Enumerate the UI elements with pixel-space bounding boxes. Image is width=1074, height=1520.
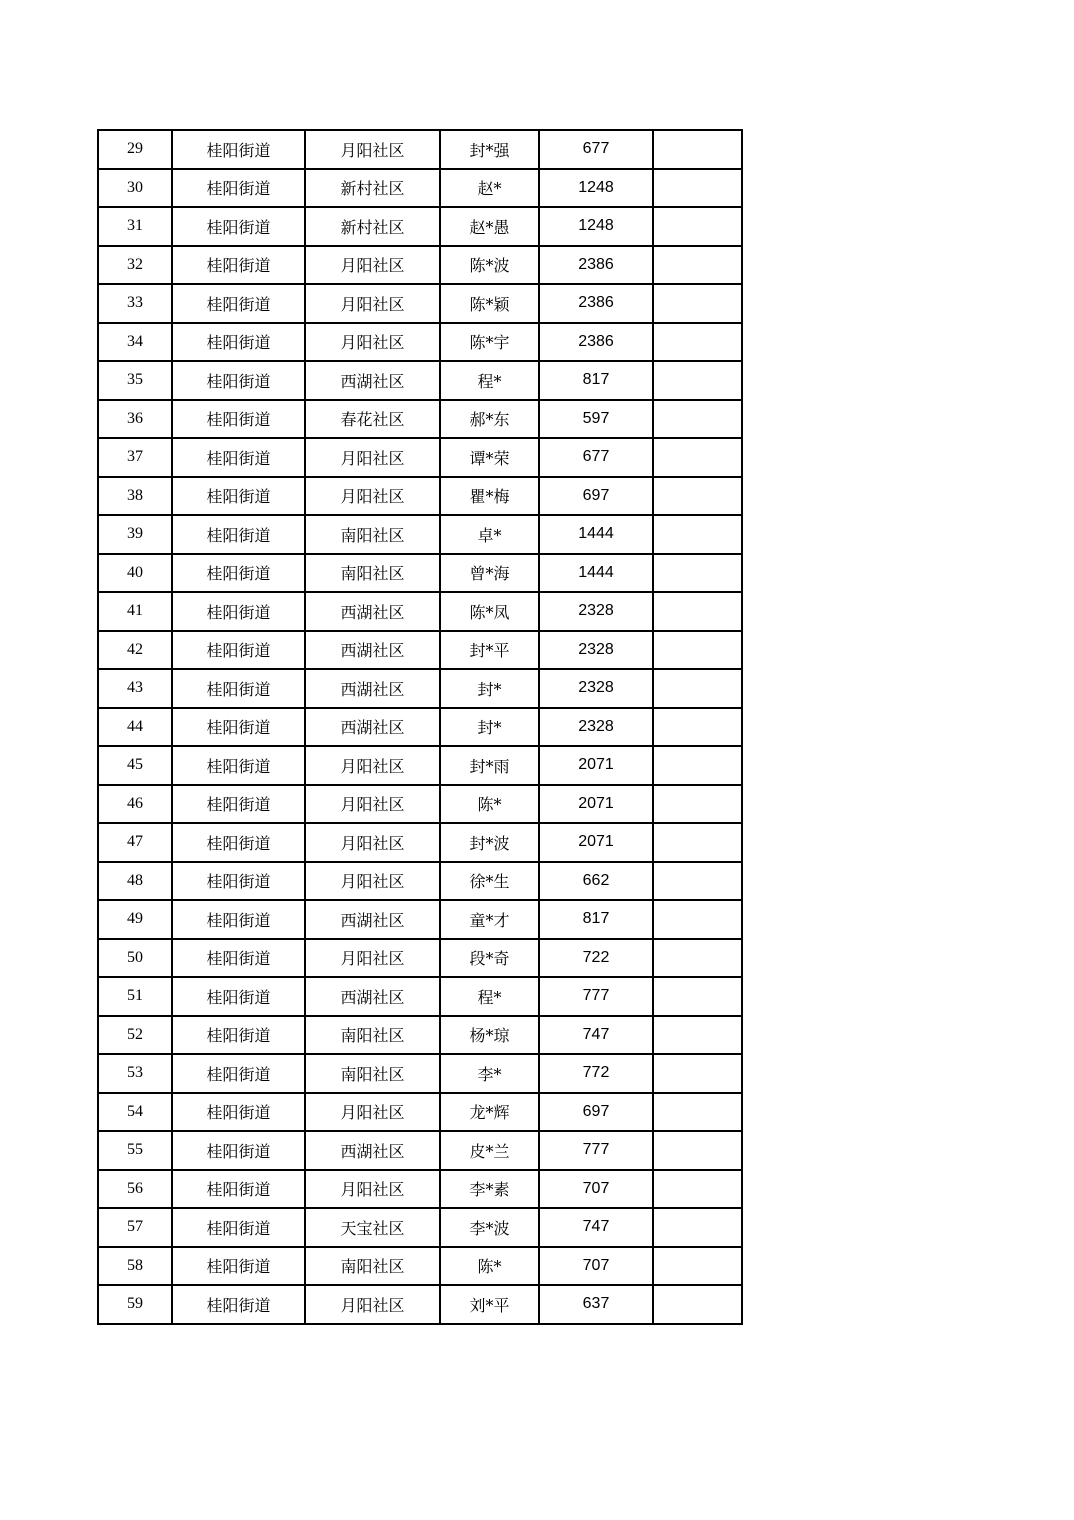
- table-row: [98, 708, 742, 747]
- community-cell: 南阳社区: [305, 1016, 440, 1055]
- row-number-cell: 29: [98, 130, 172, 169]
- row-number-cell: 49: [98, 900, 172, 939]
- amount-cell: 1444: [539, 554, 653, 593]
- name-cell: 封*波: [440, 823, 539, 862]
- amount-cell: 817: [539, 900, 653, 939]
- community-cell: 南阳社区: [305, 554, 440, 593]
- name-cell: 杨*琼: [440, 1016, 539, 1055]
- row-number-cell: 44: [98, 708, 172, 747]
- note-cell: [653, 862, 742, 901]
- table-body: [98, 130, 742, 1324]
- note-cell: [653, 708, 742, 747]
- amount-cell: 1444: [539, 515, 653, 554]
- table-row: [98, 554, 742, 593]
- note-cell: [653, 361, 742, 400]
- row-number-cell: 53: [98, 1054, 172, 1093]
- table-row: [98, 631, 742, 670]
- note-cell: [653, 438, 742, 477]
- street-cell: 桂阳街道: [172, 400, 305, 439]
- note-cell: [653, 785, 742, 824]
- amount-cell: 2328: [539, 631, 653, 670]
- table-row: [98, 400, 742, 439]
- amount-cell: 677: [539, 438, 653, 477]
- community-cell: 天宝社区: [305, 1208, 440, 1247]
- community-cell: 西湖社区: [305, 1131, 440, 1170]
- amount-cell: 2071: [539, 823, 653, 862]
- row-number-cell: 40: [98, 554, 172, 593]
- name-cell: 徐*生: [440, 862, 539, 901]
- name-cell: 卓*: [440, 515, 539, 554]
- note-cell: [653, 900, 742, 939]
- row-number-cell: 55: [98, 1131, 172, 1170]
- street-cell: 桂阳街道: [172, 939, 305, 978]
- table-row: [98, 130, 742, 169]
- street-cell: 桂阳街道: [172, 1016, 305, 1055]
- note-cell: [653, 323, 742, 362]
- street-cell: 桂阳街道: [172, 1170, 305, 1209]
- note-cell: [653, 1131, 742, 1170]
- street-cell: 桂阳街道: [172, 1208, 305, 1247]
- note-cell: [653, 669, 742, 708]
- note-cell: [653, 554, 742, 593]
- community-cell: 南阳社区: [305, 515, 440, 554]
- name-cell: 封*: [440, 669, 539, 708]
- row-number-cell: 38: [98, 477, 172, 516]
- table-row: [98, 1131, 742, 1170]
- street-cell: 桂阳街道: [172, 1285, 305, 1324]
- amount-cell: 2386: [539, 246, 653, 285]
- note-cell: [653, 823, 742, 862]
- community-cell: 月阳社区: [305, 477, 440, 516]
- row-number-cell: 51: [98, 977, 172, 1016]
- street-cell: 桂阳街道: [172, 477, 305, 516]
- amount-cell: 2071: [539, 746, 653, 785]
- community-cell: 南阳社区: [305, 1247, 440, 1286]
- note-cell: [653, 169, 742, 208]
- street-cell: 桂阳街道: [172, 1093, 305, 1132]
- row-number-cell: 47: [98, 823, 172, 862]
- table-row: [98, 1054, 742, 1093]
- row-number-cell: 31: [98, 207, 172, 246]
- street-cell: 桂阳街道: [172, 631, 305, 670]
- row-number-cell: 30: [98, 169, 172, 208]
- table-row: [98, 477, 742, 516]
- name-cell: 陈*凤: [440, 592, 539, 631]
- row-number-cell: 54: [98, 1093, 172, 1132]
- row-number-cell: 36: [98, 400, 172, 439]
- table-row: [98, 669, 742, 708]
- community-cell: 西湖社区: [305, 669, 440, 708]
- community-cell: 西湖社区: [305, 361, 440, 400]
- table-row: [98, 746, 742, 785]
- community-cell: 西湖社区: [305, 900, 440, 939]
- note-cell: [653, 1016, 742, 1055]
- community-cell: 月阳社区: [305, 862, 440, 901]
- street-cell: 桂阳街道: [172, 708, 305, 747]
- table-row: [98, 1016, 742, 1055]
- row-number-cell: 39: [98, 515, 172, 554]
- name-cell: 程*: [440, 977, 539, 1016]
- note-cell: [653, 1208, 742, 1247]
- name-cell: 陈*: [440, 785, 539, 824]
- table-row: [98, 939, 742, 978]
- community-cell: 新村社区: [305, 207, 440, 246]
- table-row: [98, 246, 742, 285]
- table-row: [98, 361, 742, 400]
- street-cell: 桂阳街道: [172, 977, 305, 1016]
- name-cell: 陈*颖: [440, 284, 539, 323]
- note-cell: [653, 977, 742, 1016]
- street-cell: 桂阳街道: [172, 169, 305, 208]
- note-cell: [653, 1093, 742, 1132]
- name-cell: 封*雨: [440, 746, 539, 785]
- street-cell: 桂阳街道: [172, 746, 305, 785]
- community-cell: 月阳社区: [305, 785, 440, 824]
- amount-cell: 1248: [539, 169, 653, 208]
- note-cell: [653, 939, 742, 978]
- community-cell: 月阳社区: [305, 1170, 440, 1209]
- table-row: [98, 592, 742, 631]
- note-cell: [653, 400, 742, 439]
- name-cell: 童*才: [440, 900, 539, 939]
- amount-cell: 2386: [539, 284, 653, 323]
- community-cell: 月阳社区: [305, 323, 440, 362]
- row-number-cell: 35: [98, 361, 172, 400]
- table-row: [98, 1208, 742, 1247]
- name-cell: 曾*海: [440, 554, 539, 593]
- note-cell: [653, 1170, 742, 1209]
- community-cell: 西湖社区: [305, 592, 440, 631]
- street-cell: 桂阳街道: [172, 130, 305, 169]
- amount-cell: 777: [539, 977, 653, 1016]
- row-number-cell: 48: [98, 862, 172, 901]
- name-cell: 段*奇: [440, 939, 539, 978]
- name-cell: 李*: [440, 1054, 539, 1093]
- community-cell: 春花社区: [305, 400, 440, 439]
- community-cell: 月阳社区: [305, 284, 440, 323]
- row-number-cell: 42: [98, 631, 172, 670]
- community-cell: 西湖社区: [305, 708, 440, 747]
- street-cell: 桂阳街道: [172, 1131, 305, 1170]
- row-number-cell: 37: [98, 438, 172, 477]
- community-cell: 月阳社区: [305, 939, 440, 978]
- note-cell: [653, 1285, 742, 1324]
- amount-cell: 2386: [539, 323, 653, 362]
- amount-cell: 2328: [539, 592, 653, 631]
- street-cell: 桂阳街道: [172, 669, 305, 708]
- name-cell: 郝*东: [440, 400, 539, 439]
- amount-cell: 747: [539, 1016, 653, 1055]
- table-row: [98, 1285, 742, 1324]
- amount-cell: 817: [539, 361, 653, 400]
- table-row: [98, 323, 742, 362]
- community-cell: 南阳社区: [305, 1054, 440, 1093]
- table-row: [98, 977, 742, 1016]
- amount-cell: 2071: [539, 785, 653, 824]
- street-cell: 桂阳街道: [172, 1054, 305, 1093]
- note-cell: [653, 130, 742, 169]
- community-cell: 月阳社区: [305, 438, 440, 477]
- community-cell: 月阳社区: [305, 246, 440, 285]
- row-number-cell: 34: [98, 323, 172, 362]
- amount-cell: 2328: [539, 708, 653, 747]
- row-number-cell: 52: [98, 1016, 172, 1055]
- name-cell: 刘*平: [440, 1285, 539, 1324]
- amount-cell: 697: [539, 1093, 653, 1132]
- note-cell: [653, 1247, 742, 1286]
- name-cell: 封*: [440, 708, 539, 747]
- name-cell: 陈*宇: [440, 323, 539, 362]
- amount-cell: 777: [539, 1131, 653, 1170]
- table-row: [98, 515, 742, 554]
- note-cell: [653, 246, 742, 285]
- note-cell: [653, 1054, 742, 1093]
- note-cell: [653, 207, 742, 246]
- street-cell: 桂阳街道: [172, 246, 305, 285]
- amount-cell: 707: [539, 1247, 653, 1286]
- community-cell: 月阳社区: [305, 130, 440, 169]
- table-row: [98, 862, 742, 901]
- row-number-cell: 58: [98, 1247, 172, 1286]
- name-cell: 封*强: [440, 130, 539, 169]
- table-row: [98, 823, 742, 862]
- community-cell: 月阳社区: [305, 1093, 440, 1132]
- table-row: [98, 438, 742, 477]
- community-cell: 月阳社区: [305, 746, 440, 785]
- name-cell: 封*平: [440, 631, 539, 670]
- name-cell: 皮*兰: [440, 1131, 539, 1170]
- street-cell: 桂阳街道: [172, 554, 305, 593]
- row-number-cell: 56: [98, 1170, 172, 1209]
- street-cell: 桂阳街道: [172, 207, 305, 246]
- amount-cell: 697: [539, 477, 653, 516]
- street-cell: 桂阳街道: [172, 361, 305, 400]
- street-cell: 桂阳街道: [172, 785, 305, 824]
- name-cell: 陈*: [440, 1247, 539, 1286]
- table-row: [98, 900, 742, 939]
- amount-cell: 707: [539, 1170, 653, 1209]
- table-row: [98, 785, 742, 824]
- amount-cell: 2328: [539, 669, 653, 708]
- amount-cell: 722: [539, 939, 653, 978]
- community-cell: 西湖社区: [305, 977, 440, 1016]
- table-row: [98, 1247, 742, 1286]
- street-cell: 桂阳街道: [172, 515, 305, 554]
- amount-cell: 637: [539, 1285, 653, 1324]
- row-number-cell: 43: [98, 669, 172, 708]
- name-cell: 陈*波: [440, 246, 539, 285]
- name-cell: 赵*愚: [440, 207, 539, 246]
- name-cell: 谭*荣: [440, 438, 539, 477]
- table-row: [98, 169, 742, 208]
- note-cell: [653, 477, 742, 516]
- name-cell: 赵*: [440, 169, 539, 208]
- street-cell: 桂阳街道: [172, 900, 305, 939]
- amount-cell: 772: [539, 1054, 653, 1093]
- row-number-cell: 32: [98, 246, 172, 285]
- table-row: [98, 207, 742, 246]
- name-cell: 李*素: [440, 1170, 539, 1209]
- name-cell: 程*: [440, 361, 539, 400]
- row-number-cell: 41: [98, 592, 172, 631]
- name-cell: 龙*辉: [440, 1093, 539, 1132]
- community-cell: 月阳社区: [305, 1285, 440, 1324]
- row-number-cell: 46: [98, 785, 172, 824]
- community-cell: 西湖社区: [305, 631, 440, 670]
- street-cell: 桂阳街道: [172, 323, 305, 362]
- table-row: [98, 284, 742, 323]
- name-cell: 李*波: [440, 1208, 539, 1247]
- street-cell: 桂阳街道: [172, 592, 305, 631]
- note-cell: [653, 746, 742, 785]
- note-cell: [653, 592, 742, 631]
- street-cell: 桂阳街道: [172, 284, 305, 323]
- amount-cell: 677: [539, 130, 653, 169]
- note-cell: [653, 515, 742, 554]
- row-number-cell: 50: [98, 939, 172, 978]
- community-cell: 月阳社区: [305, 823, 440, 862]
- street-cell: 桂阳街道: [172, 862, 305, 901]
- table-row: [98, 1093, 742, 1132]
- street-cell: 桂阳街道: [172, 823, 305, 862]
- street-cell: 桂阳街道: [172, 1247, 305, 1286]
- community-cell: 新村社区: [305, 169, 440, 208]
- note-cell: [653, 284, 742, 323]
- amount-cell: 597: [539, 400, 653, 439]
- note-cell: [653, 631, 742, 670]
- row-number-cell: 59: [98, 1285, 172, 1324]
- row-number-cell: 57: [98, 1208, 172, 1247]
- table-row: [98, 1170, 742, 1209]
- row-number-cell: 33: [98, 284, 172, 323]
- amount-cell: 747: [539, 1208, 653, 1247]
- street-cell: 桂阳街道: [172, 438, 305, 477]
- data-table: [97, 129, 743, 1325]
- name-cell: 瞿*梅: [440, 477, 539, 516]
- row-number-cell: 45: [98, 746, 172, 785]
- amount-cell: 662: [539, 862, 653, 901]
- amount-cell: 1248: [539, 207, 653, 246]
